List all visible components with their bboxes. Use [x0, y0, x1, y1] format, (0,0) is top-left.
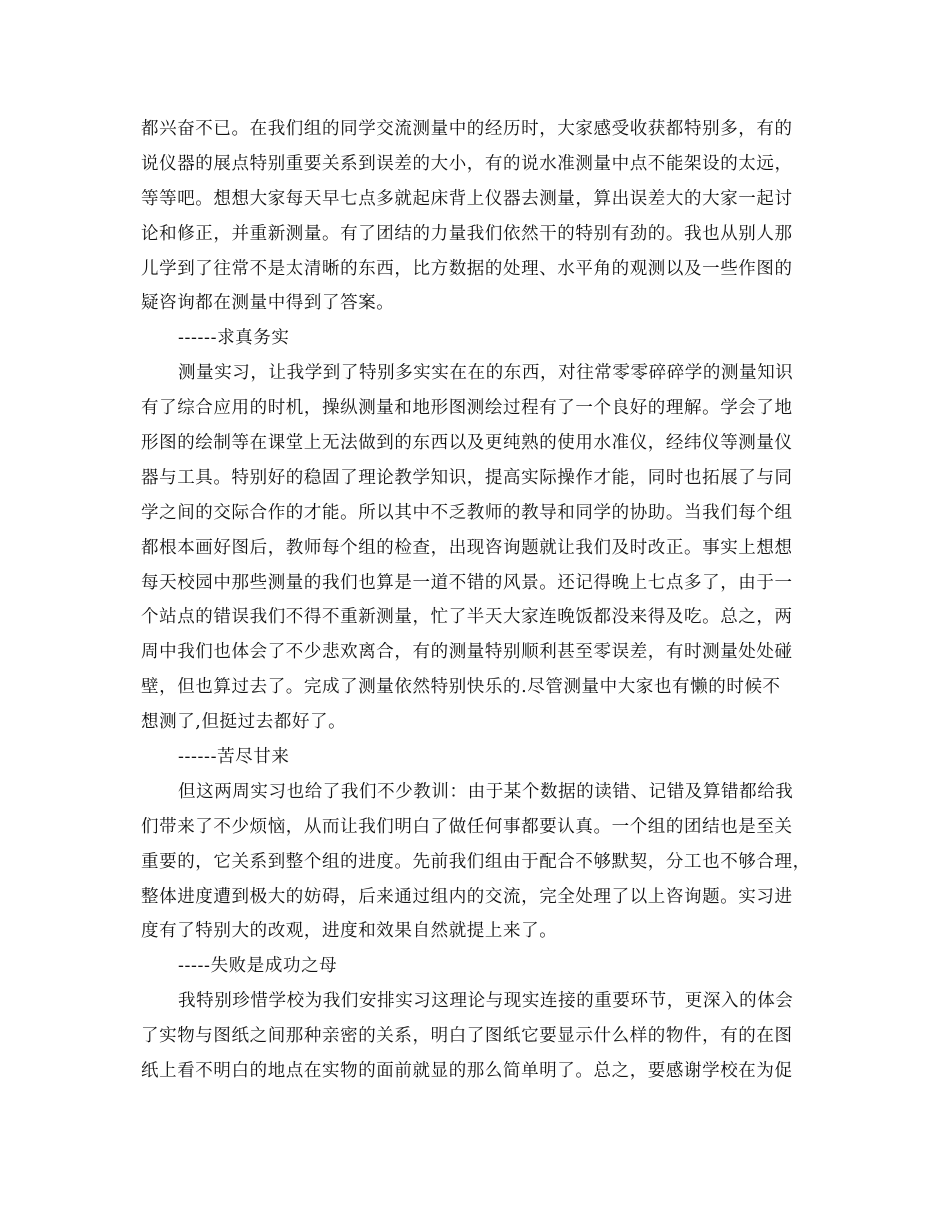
paragraph-line: 疑咨询都在测量中得到了答案。 [141, 293, 395, 314]
section-heading: ------求真务实 [178, 328, 290, 349]
paragraph-line: 重要的，它关系到整个组的进度。先前我们组由于配合不够默契，分工也不够合理， [141, 851, 811, 872]
section-heading: -----失败是成功之母 [178, 956, 338, 977]
paragraph-line: 我特别珍惜学校为我们安排实习这理论与现实连接的重要环节，更深入的体会 [178, 991, 794, 1012]
paragraph-line: 了实物与图纸之间那种亲密的关系，明白了图纸它要显示什么样的物件，有的在图 [141, 1026, 793, 1047]
paragraph-line: 纸上看不明白的地点在实物的面前就显的那么简单明了。总之，要感谢学校在为促 [141, 1061, 793, 1082]
paragraph-line: 们带来了不少烦恼，从而让我们明白了做任何事都要认真。一个组的团结也是至关 [141, 816, 793, 837]
paragraph-line: 整体进度遭到极大的妨碍，后来通过组内的交流，完全处理了以上咨询题。实习进 [141, 886, 793, 907]
paragraph-line: 测量实习，让我学到了特别多实实在在的东西，对往常零零碎碎学的测量知识 [178, 363, 794, 384]
paragraph-line: 每天校园中那些测量的我们也算是一道不错的风景。还记得晚上七点多了，由于一 [141, 572, 793, 593]
document-body [141, 112, 831, 1089]
paragraph-line: 壁，但也算过去了。完成了测量依然特别快乐的.尽管测量中大家也有懒的时候不 [141, 677, 781, 698]
paragraph-line: 都兴奋不已。在我们组的同学交流测量中的经历时，大家感受收获都特别多，有的 [141, 119, 793, 139]
paragraph-line: 但这两周实习也给了我们不少教训：由于某个数据的读错、记错及算错都给我 [178, 781, 794, 802]
paragraph-line: 器与工具。特别好的稳固了理论教学知识，提高实际操作才能，同时也拓展了与同 [141, 467, 793, 488]
paragraph-line: 等等吧。想想大家每天早七点多就起床背上仪器去测量，算出误差大的大家一起讨 [141, 188, 793, 209]
paragraph-line: 度有了特别大的改观，进度和效果自然就提上来了。 [141, 921, 558, 942]
paragraph-line: 学之间的交际合作的才能。所以其中不乏教师的教导和同学的协助。当我们每个组 [141, 502, 793, 523]
paragraph-line: 形图的绘制等在课堂上无法做到的东西以及更纯熟的使用水准仪，经纬仪等测量仪 [141, 433, 793, 454]
paragraph-line: 说仪器的展点特别重要关系到误差的大小，有的说水准测量中点不能架设的太远， [141, 153, 793, 174]
paragraph-line: 论和修正，并重新测量。有了团结的力量我们依然干的特别有劲的。我也从别人那 [141, 223, 793, 244]
paragraph-line: 周中我们也体会了不少悲欢离合，有的测量特别顺利甚至零误差，有时测量处处碰 [141, 642, 793, 663]
paragraph-line: 想测了,但挺过去都好了。 [141, 712, 347, 733]
paragraph-line: 都根本画好图后，教师每个组的检查，出现咨询题就让我们及时改正。事实上想想 [141, 537, 793, 558]
paragraph-line: 有了综合应用的时机，操纵测量和地形图测绘过程有了一个良好的理解。学会了地 [141, 398, 793, 419]
paragraph-line: 儿学到了往常不是太清晰的东西，比方数据的处理、水平角的观测以及一些作图的 [141, 258, 793, 279]
paragraph-line: 个站点的错误我们不得不重新测量，忙了半天大家连晚饭都没来得及吃。总之，两 [141, 607, 793, 628]
section-heading: ------苦尽甘来 [178, 747, 290, 768]
